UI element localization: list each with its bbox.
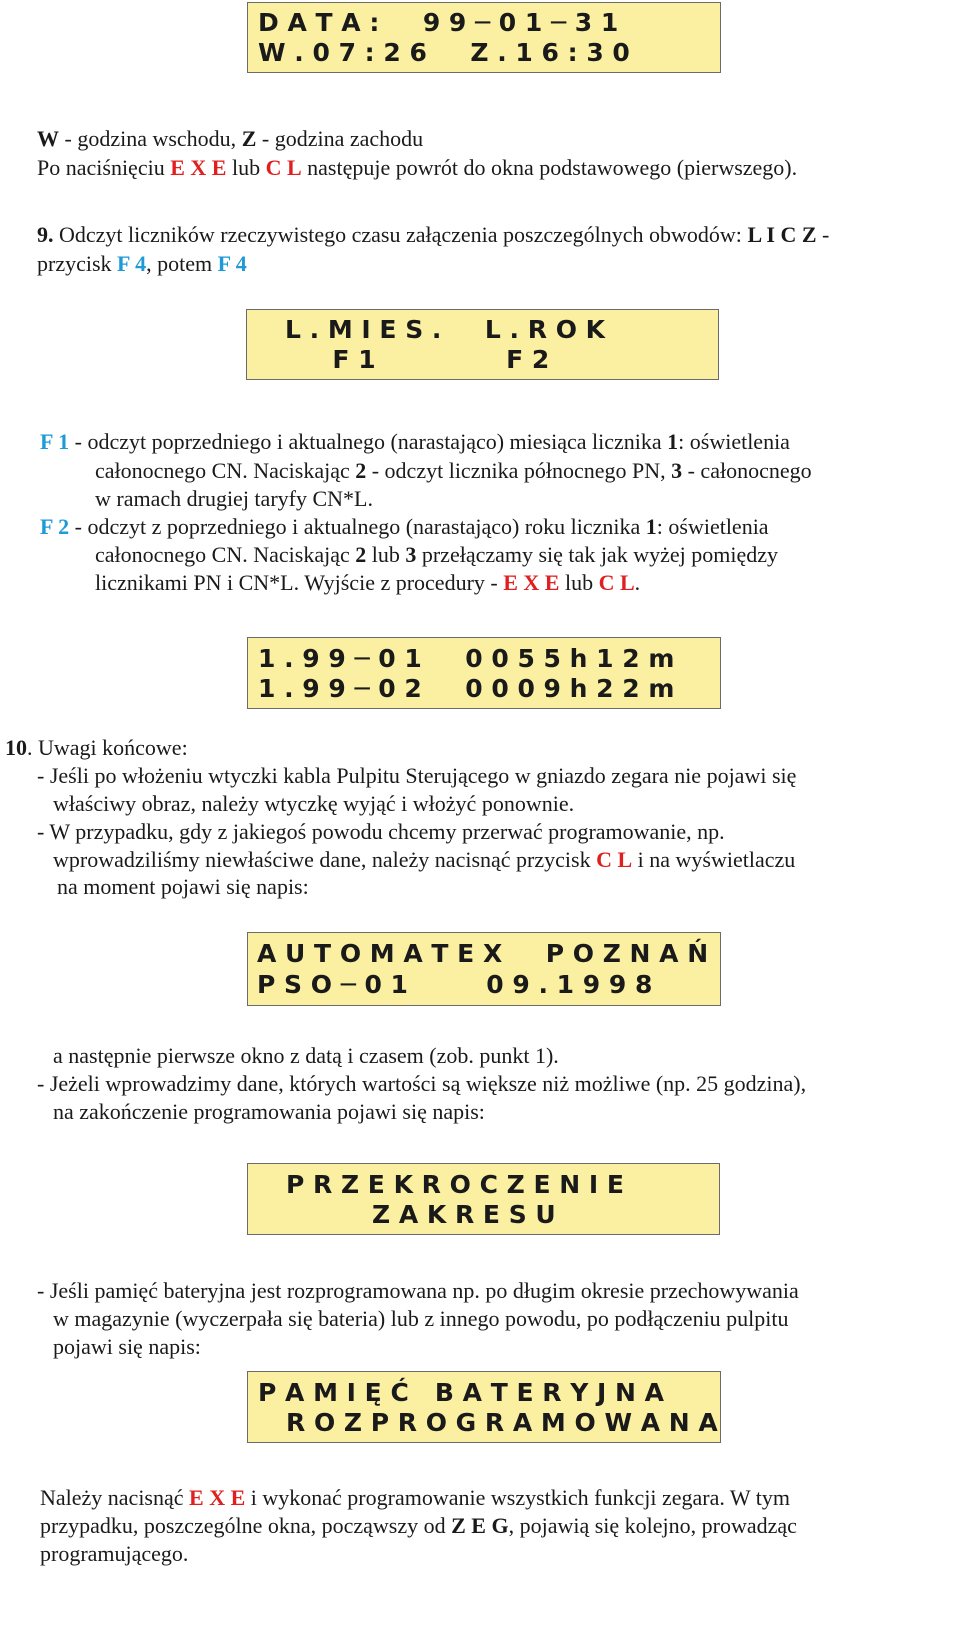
f4-key-2: F 4: [217, 251, 247, 276]
item10-bullet1-line1: - Jeśli po włożeniu wtyczki kabla Pulpitu Sterującego w gniazdo zegara nie pojawi się: [37, 763, 797, 788]
f2-dot: .: [634, 570, 641, 595]
b2b-post: i na wyświetlaczu: [632, 847, 796, 872]
f1-l2c: - całonocnego: [682, 458, 812, 483]
f2-n1: 1: [645, 514, 657, 539]
item10-bullet2-line3: na moment pojawi się napis:: [57, 874, 309, 899]
lcd-line-1: 1 . 9 9 ─ 0 1 0 0 5 5 h 1 2 m: [258, 644, 675, 673]
f2-l2a: całonocnego CN. Naciskając: [95, 542, 356, 567]
f2-n2: 2: [355, 542, 367, 567]
cl-key: C L: [598, 570, 635, 595]
licz-key: L I C Z: [747, 222, 817, 247]
lcd-display-counter-values: [247, 637, 721, 709]
f1-n1: 1: [667, 429, 679, 454]
item9-text: Odczyt liczników rzeczywistego czasu załączenia poszczególnych obwodów:: [53, 222, 748, 247]
lcd-line-2: R O Z P R O G R A M O W A N A: [286, 1408, 718, 1437]
legend-line-1: [37, 124, 423, 153]
lcd-line-1: P R Z E K R O C Z E N I E: [286, 1170, 624, 1199]
item10-title-text: . Uwagi końcowe:: [27, 735, 188, 760]
final-post: i wykonać programowanie wszystkich funkcji zegara. W tym: [245, 1485, 791, 1510]
after4-line-2: - Jeżeli wprowadzimy dane, których wartości są większe niż możliwe (np. 25 godzina),: [37, 1071, 807, 1096]
item9-line-2: [37, 249, 247, 278]
final-line-3: programującego.: [40, 1541, 189, 1566]
after5-line-2: w magazynie (wyczerpała się bateria) lub z innego powodu, po podłączeniu pulpitu: [53, 1306, 789, 1331]
legend-post: następuje powrót do okna podstawowego (pierwszego).: [301, 155, 798, 180]
f2-line-3: [95, 568, 640, 597]
lcd-display-startup: [247, 932, 721, 1006]
lcd-line-1: D A T A : 9 9 ─ 0 1 ─ 3 1: [258, 8, 619, 37]
item10-number: 10: [5, 735, 27, 760]
b2b-pre: wprowadziliśmy niewłaściwe dane, należy nacisnąć przycisk: [53, 847, 597, 872]
final-line-1: [40, 1483, 790, 1512]
item9-dash: -: [816, 222, 830, 247]
legend-or: lub: [226, 155, 266, 180]
item9-number: 9.: [37, 222, 54, 247]
final-line-2: [40, 1511, 797, 1540]
f2-l2b: lub: [366, 542, 406, 567]
f2-or: lub: [559, 570, 599, 595]
item10-bullet1-line2: właściwy obraz, należy wtyczkę wyjąć i włożyć ponownie.: [53, 791, 575, 816]
final-l2-pre: przypadku, poszczególne okna, począwszy od: [40, 1513, 452, 1538]
after5-line-3: pojawi się napis:: [53, 1334, 201, 1359]
f4-key: F 4: [117, 251, 147, 276]
exe-key: E X E: [170, 155, 227, 180]
f2-key: F 2: [40, 514, 70, 539]
f1-line-2: [95, 456, 812, 485]
exe-key: E X E: [503, 570, 560, 595]
f2-t2: : oświetlenia: [656, 514, 769, 539]
after4-line-3: na zakończenie programowania pojawi się napis:: [53, 1099, 485, 1124]
lcd-line-1: L . M I E S . L . R O K: [285, 315, 606, 344]
lcd-display-counters-menu: [246, 309, 719, 380]
lcd-line-2: Z A K R E S U: [372, 1200, 556, 1229]
f2-l2c: przełączamy się tak jak wyżej pomiędzy: [416, 542, 778, 567]
f1-t1: - odczyt poprzedniego i aktualnego (narastająco) miesiąca licznika: [69, 429, 668, 454]
zeg-key: Z E G: [451, 1513, 509, 1538]
after4-line-1: a następnie pierwsze okno z datą i czasem (zob. punkt 1).: [53, 1043, 559, 1068]
legend-line-2: [37, 153, 797, 182]
final-pre: Należy nacisnąć: [40, 1485, 190, 1510]
f1-l2a: całonocnego CN. Naciskając: [95, 458, 356, 483]
lcd-line-2: F 1 F 2: [315, 345, 550, 374]
lcd-line-2: P S O ─ 0 1 0 9 . 1 9 9 8: [257, 970, 653, 999]
lcd-line-2: W . 0 7 : 2 6 Z . 1 6 : 3 0: [258, 38, 630, 67]
final-l2-post: , pojawią się kolejno, prowadząc: [508, 1513, 797, 1538]
f1-n2: 2: [355, 458, 367, 483]
item10-bullet2-line2: [53, 845, 795, 874]
f1-line-3: w ramach drugiej taryfy CN*L.: [95, 486, 373, 511]
after5-line-1: - Jeśli pamięć bateryjna jest rozprogramowana np. po długim okresie przechowywania: [37, 1278, 799, 1303]
item10-title: [5, 733, 188, 762]
f2-n3: 3: [405, 542, 417, 567]
z-key: Z: [241, 126, 257, 151]
item9-pre: przycisk: [37, 251, 118, 276]
z-text: - godzina zachodu: [256, 126, 424, 151]
cl-key: C L: [265, 155, 302, 180]
f2-l3a: licznikami PN i CN*L. Wyjście z procedury -: [95, 570, 504, 595]
w-text: - godzina wschodu,: [59, 126, 242, 151]
lcd-display-memory-unprogrammed: [247, 1371, 721, 1443]
f2-line-1: [40, 512, 769, 541]
f2-line-2: [95, 540, 778, 569]
f1-l2b: - odczyt licznika północnego PN,: [366, 458, 672, 483]
w-key: W: [37, 126, 59, 151]
f1-t2: : oświetlenia: [678, 429, 790, 454]
f1-n3: 3: [671, 458, 683, 483]
f1-key: F 1: [40, 429, 70, 454]
item9-mid: , potem: [146, 251, 218, 276]
lcd-display-date-time: [247, 2, 721, 73]
lcd-line-1: A U T O M A T E X P O Z N A Ń: [257, 939, 709, 968]
cl-key: C L: [596, 847, 633, 872]
legend-pre: Po naciśnięciu: [37, 155, 171, 180]
item9-line-1: [37, 220, 829, 249]
lcd-line-1: P A M I Ę Ć B A T E R Y J N A: [258, 1378, 664, 1407]
f2-t1: - odczyt z poprzedniego i aktualnego (narastająco) roku licznika: [69, 514, 646, 539]
f1-line-1: [40, 427, 790, 456]
item10-bullet2-line1: - W przypadku, gdy z jakiegoś powodu chcemy przerwać programowanie, np.: [37, 819, 725, 844]
lcd-display-range-exceeded: [247, 1163, 720, 1235]
exe-key: E X E: [189, 1485, 246, 1510]
lcd-line-2: 1 . 9 9 ─ 0 2 0 0 0 9 h 2 2 m: [258, 674, 675, 703]
